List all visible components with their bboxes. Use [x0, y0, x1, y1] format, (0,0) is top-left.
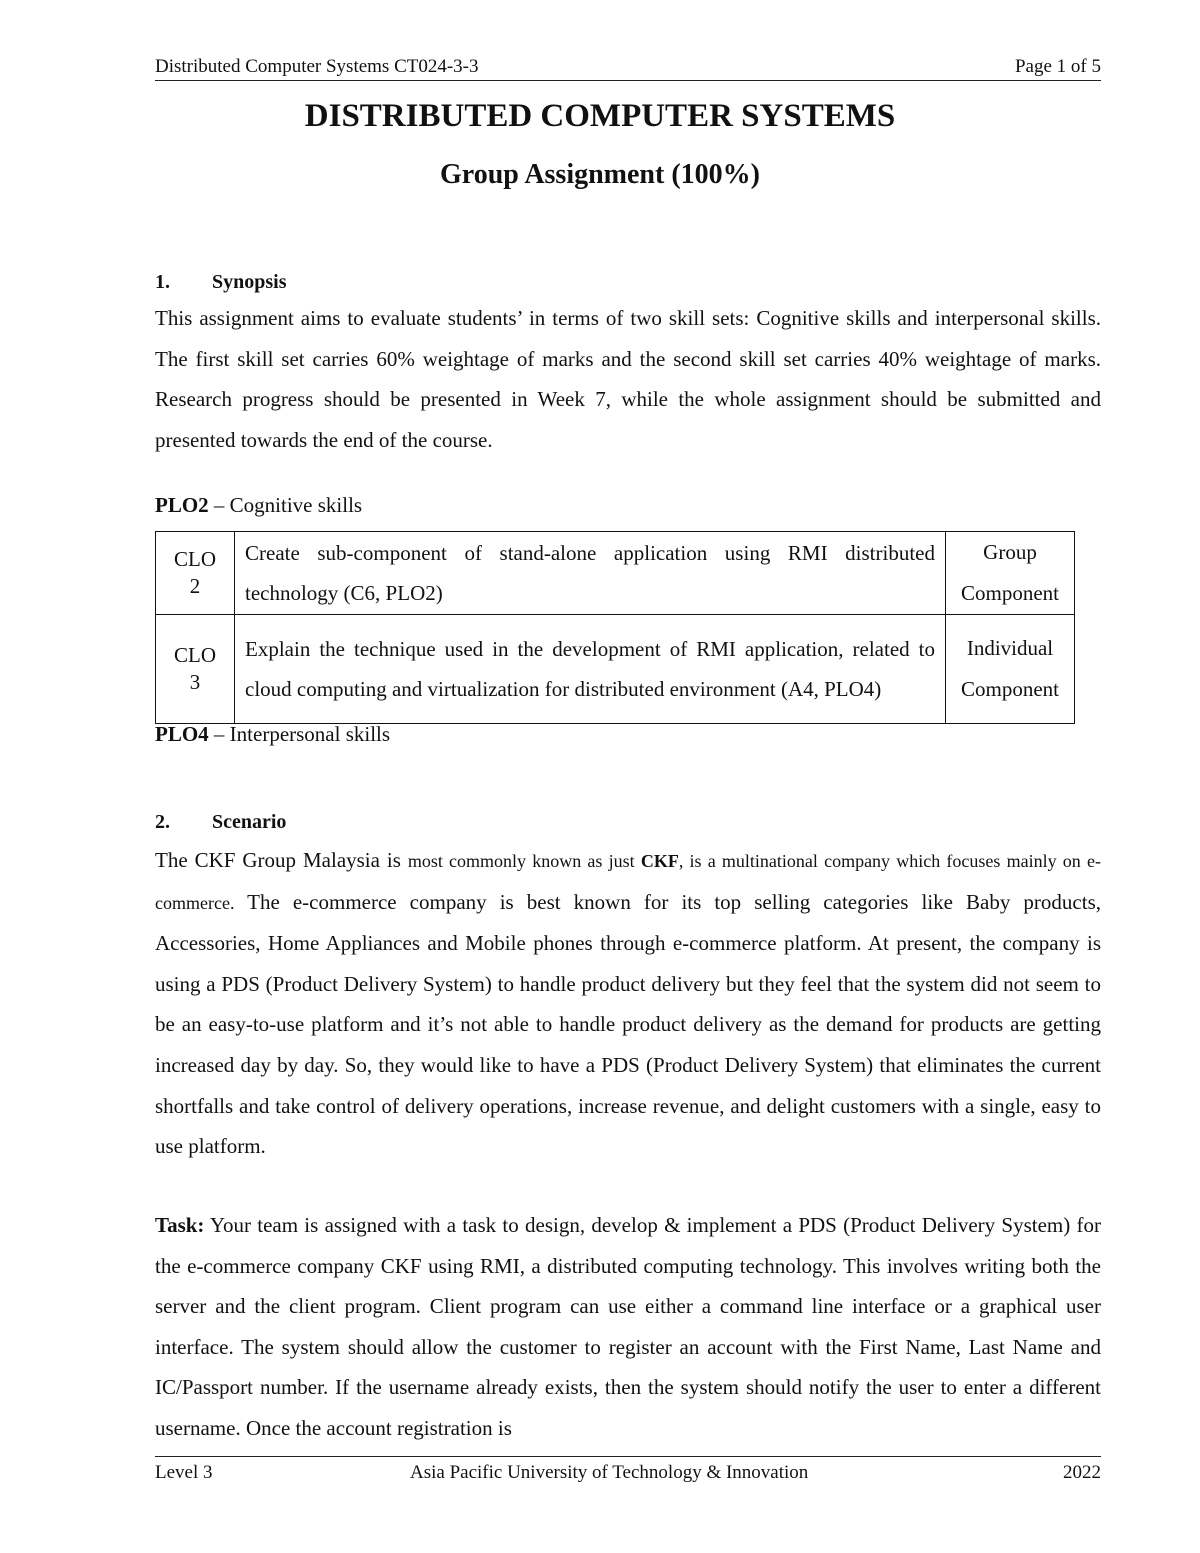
clo-cell [156, 615, 235, 724]
scenario-intro: The CKF Group Malaysia is [155, 848, 408, 872]
page-footer [155, 1456, 1101, 1487]
clo-label: CLO [174, 643, 216, 667]
scenario-intro-small-b: , is a multinational company which focuses mainly on e-commerce. [155, 851, 1101, 913]
footer-university: Asia Pacific University of Technology & Innovation [410, 1462, 809, 1483]
header-page-number: Page 1 of 5 [1014, 56, 1101, 77]
clo-label: CLO [174, 547, 216, 571]
document-subtitle: Group Assignment (100%) [440, 159, 760, 190]
component-line1: Individual [966, 636, 1054, 660]
scenario-title: Scenario [212, 811, 287, 833]
plo2-code: PLO2 [155, 493, 209, 517]
clo-description: Create sub-component of stand-alone application using RMI distributed technology (C6, PLO2) [235, 532, 946, 615]
clo-table [155, 531, 1075, 724]
synopsis-heading [155, 270, 287, 294]
scenario-body: The e-commerce company is best known for its top selling categories like Baby products, Accessories, Home Appliances and Mobile phones through e-commerce platform. At present, the company is using a PDS (Product Delivery System) to handle product delivery but they feel that the system did not seem to be an easy-to-use platform and it’s not able to handle product delivery as the demand for products are getting increased day by day. So, they would like to have a PDS (Product Delivery System) that eliminates the current shortfalls and take control of delivery operations, increase revenue, and delight customers with a single, easy to use platform. [155, 889, 1101, 1159]
component-line1: Group [983, 540, 1037, 564]
document-title: DISTRIBUTED COMPUTER SYSTEMS [304, 98, 896, 134]
scenario-intro-small: most commonly known as just [407, 851, 641, 871]
component-cell [946, 615, 1075, 724]
component-cell [946, 532, 1075, 615]
page-header [155, 56, 1101, 81]
plo4-code: PLO4 [155, 722, 209, 746]
scenario-paragraph [155, 840, 1101, 1167]
clo-cell [156, 532, 235, 615]
plo4-label: – Interpersonal skills [208, 722, 391, 746]
footer-year: 2022 [1063, 1462, 1101, 1483]
scenario-heading [155, 810, 286, 834]
scenario-company: CKF [640, 851, 679, 871]
clo-number: 2 [189, 574, 201, 598]
plo4-line [155, 721, 390, 747]
plo2-line [155, 492, 362, 518]
table-row [156, 615, 1075, 724]
component-line2: Component [961, 581, 1059, 605]
synopsis-paragraph: This assignment aims to evaluate students’ in terms of two skill sets: Cognitive skills and interpersonal skills. The first skill set carries 60% weightage of marks and the second skill set carries 40% weightage of marks. Research progress should be presented in Week 7, while the whole assignment should be submitted and presented towards the end of the course. [155, 306, 1101, 452]
clo-description: Explain the technique used in the development of RMI application, related to cloud computing and virtualization for distributed environment (A4, PLO4) [235, 615, 946, 724]
scenario-number: 2. [155, 811, 170, 833]
footer-level: Level 3 [155, 1462, 213, 1483]
header-course: Distributed Computer Systems CT024-3-3 [155, 56, 479, 77]
plo2-label: – Cognitive skills [208, 493, 363, 517]
task-paragraph [155, 1205, 1101, 1449]
synopsis-number: 1. [155, 271, 170, 293]
component-line2: Component [961, 677, 1059, 701]
table-row [156, 532, 1075, 615]
clo-number: 3 [189, 670, 201, 694]
task-label: Task: [155, 1213, 205, 1237]
task-body: Your team is assigned with a task to design, develop & implement a PDS (Product Delivery System) for the e-commerce company CKF using RMI, a distributed computing technology. This involves writing both the server and the client program. Client program can use either a command line interface or a graphical user interface. The system should allow the customer to register an account with the First Name, Last Name and IC/Passport number. If the username already exists, then the system should notify the user to enter a different username. Once the account registration is [155, 1213, 1101, 1440]
synopsis-title: Synopsis [212, 271, 287, 293]
